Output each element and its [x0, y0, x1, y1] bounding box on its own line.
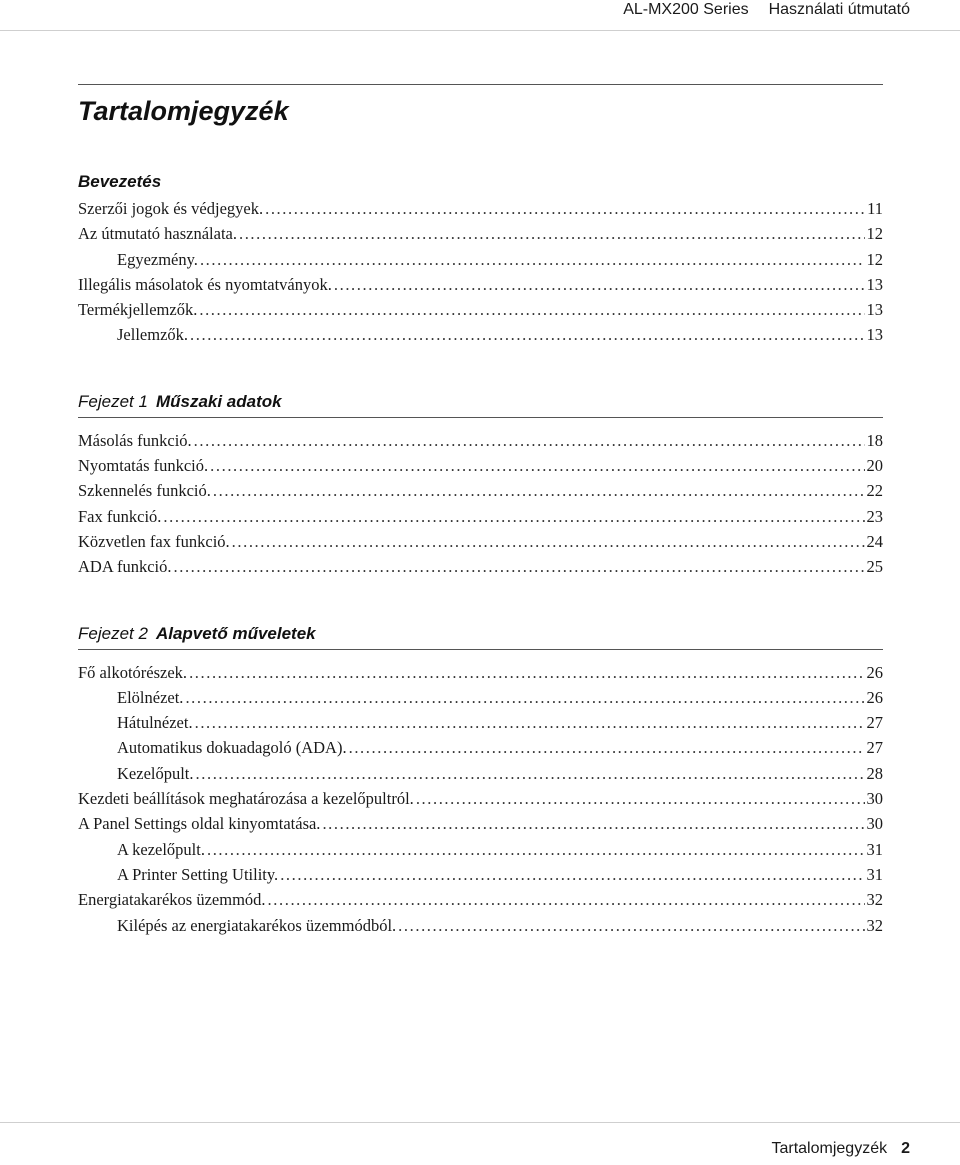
toc-entry[interactable]	[78, 453, 883, 478]
toc-entry[interactable]	[78, 529, 883, 554]
toc-entry[interactable]	[78, 221, 883, 246]
toc-entry-label: Kezelőpult.	[117, 763, 194, 783]
toc-entry-label: A Panel Settings oldal kinyomtatása.	[78, 814, 321, 834]
chapter-2-title: Alapvető műveletek	[155, 623, 316, 643]
toc-entry-page: 13	[866, 274, 883, 294]
toc-entry[interactable]	[78, 196, 883, 221]
toc-entry-label: Szerzői jogok és védjegyek.	[78, 199, 264, 218]
toc-entry-page: 31	[866, 864, 883, 884]
toc-entry-page: 27	[866, 738, 883, 758]
intro-heading: Bevezetés	[78, 172, 162, 191]
toc-entry-label: Energiatakarékos üzemmód.	[78, 890, 266, 910]
dot-leader	[190, 322, 864, 347]
dot-leader	[416, 786, 865, 811]
toc-entry-page: 28	[866, 763, 883, 783]
toc-entry-page: 11	[867, 199, 883, 218]
dot-leader	[199, 297, 864, 322]
dot-leader	[207, 837, 865, 862]
toc-entry-label: Kezdeti beállítások meghatározása a kezelőpultról.	[78, 789, 414, 809]
toc-entry-label: Másolás funkció.	[78, 430, 192, 450]
dot-leader	[200, 247, 865, 272]
toc-entry[interactable]	[78, 428, 883, 453]
toc-entry[interactable]	[78, 504, 883, 529]
toc-entry-label: Elölnézet.	[117, 687, 184, 707]
toc-entry-page: 20	[866, 456, 883, 476]
title-rule	[78, 84, 883, 85]
dot-leader	[265, 196, 865, 221]
chapter-1-entries	[78, 428, 883, 580]
toc-entry-page: 13	[866, 325, 883, 345]
toc-entry-page: 26	[866, 662, 883, 682]
toc-entry-label: ADA funkció.	[78, 557, 172, 577]
running-header	[0, 0, 960, 30]
toc-main	[78, 84, 883, 938]
page-title: Tartalomjegyzék	[78, 96, 289, 126]
toc-entry-label: Szkennelés funkció.	[78, 481, 211, 501]
dot-leader	[398, 913, 864, 938]
toc-entry-page: 26	[866, 687, 883, 707]
intro-entries	[78, 196, 883, 348]
header-text	[623, 1, 910, 19]
toc-entry-label: Fő alkotórészek.	[78, 662, 188, 682]
dot-leader	[349, 735, 865, 760]
toc-entry-page: 30	[866, 814, 883, 834]
toc-entry[interactable]	[78, 837, 883, 862]
toc-entry[interactable]	[78, 761, 883, 786]
chapter-2-heading	[78, 621, 883, 650]
toc-entry-page: 12	[866, 249, 883, 269]
dot-leader	[196, 761, 865, 786]
toc-entry-page: 31	[866, 839, 883, 859]
toc-entry[interactable]	[78, 685, 883, 710]
chapter-2-entries	[78, 660, 883, 938]
toc-entry-label: A Printer Setting Utility.	[117, 864, 279, 884]
toc-entry[interactable]	[78, 811, 883, 836]
chapter-1-heading	[78, 389, 883, 418]
toc-entry-page: 23	[866, 506, 883, 526]
toc-entry-page: 22	[866, 481, 883, 501]
toc-entry-label: A kezelőpult.	[117, 839, 205, 859]
dot-leader	[239, 221, 865, 246]
toc-entry-page: 13	[866, 300, 883, 320]
dot-leader	[185, 685, 864, 710]
toc-entry-label: Jellemzők.	[117, 325, 189, 345]
toc-entry[interactable]	[78, 322, 883, 347]
dot-leader	[210, 453, 864, 478]
dot-leader	[232, 529, 865, 554]
toc-entry-label: Termékjellemzők.	[78, 300, 198, 320]
toc-entry[interactable]	[78, 660, 883, 685]
toc-entry-page: 30	[866, 789, 883, 809]
toc-entry[interactable]	[78, 887, 883, 912]
toc-entry-page: 25	[866, 557, 883, 577]
header-guide: Használati útmutató	[768, 1, 910, 18]
toc-entry-page: 24	[866, 531, 883, 551]
dot-leader	[268, 887, 865, 912]
toc-entry[interactable]	[78, 272, 883, 297]
dot-leader	[189, 660, 864, 685]
chapter-1-number: Fejezet 1	[78, 391, 148, 411]
toc-entry-label: Közvetlen fax funkció.	[78, 531, 230, 551]
toc-entry-page: 32	[866, 915, 883, 935]
dot-leader	[334, 272, 865, 297]
dot-leader	[194, 428, 865, 453]
toc-entry-page: 27	[866, 713, 883, 733]
chapter-1-title: Műszaki adatok	[155, 391, 282, 411]
toc-entry-label: Az útmutató használata.	[78, 224, 237, 244]
toc-entry-label: Illegális másolatok és nyomtatványok.	[78, 274, 332, 294]
toc-entry[interactable]	[78, 862, 883, 887]
toc-entry[interactable]	[78, 913, 883, 938]
toc-entry-label: Kilépés az energiatakarékos üzemmódból.	[117, 915, 397, 935]
header-rule	[0, 30, 960, 31]
toc-entry[interactable]	[78, 786, 883, 811]
dot-leader	[322, 811, 864, 836]
toc-entry-page: 32	[866, 890, 883, 910]
toc-entry[interactable]	[78, 554, 883, 579]
toc-entry-label: Nyomtatás funkció.	[78, 456, 209, 476]
dot-leader	[163, 504, 864, 529]
dot-leader	[213, 478, 865, 503]
dot-leader	[195, 710, 865, 735]
toc-entry-page: 12	[866, 224, 883, 244]
toc-entry[interactable]	[78, 478, 883, 503]
footer-page-number: 2	[901, 1140, 910, 1157]
toc-entry-label: Hátulnézet.	[117, 713, 193, 733]
header-product: AL-MX200 Series	[623, 1, 749, 18]
toc-entry[interactable]	[78, 247, 883, 272]
toc-entry-label: Fax funkció.	[78, 506, 162, 526]
footer-label: Tartalomjegyzék	[771, 1140, 888, 1157]
toc-entry[interactable]	[78, 735, 883, 760]
footer-rule	[0, 1122, 960, 1123]
toc-entry[interactable]	[78, 710, 883, 735]
dot-leader	[280, 862, 864, 887]
chapter-2-number: Fejezet 2	[78, 623, 148, 643]
dot-leader	[174, 554, 865, 579]
toc-entry-page: 18	[866, 430, 883, 450]
toc-entry[interactable]	[78, 297, 883, 322]
running-footer	[771, 1140, 910, 1158]
toc-entry-label: Automatikus dokuadagoló (ADA).	[117, 738, 347, 758]
toc-entry-label: Egyezmény.	[117, 249, 198, 269]
